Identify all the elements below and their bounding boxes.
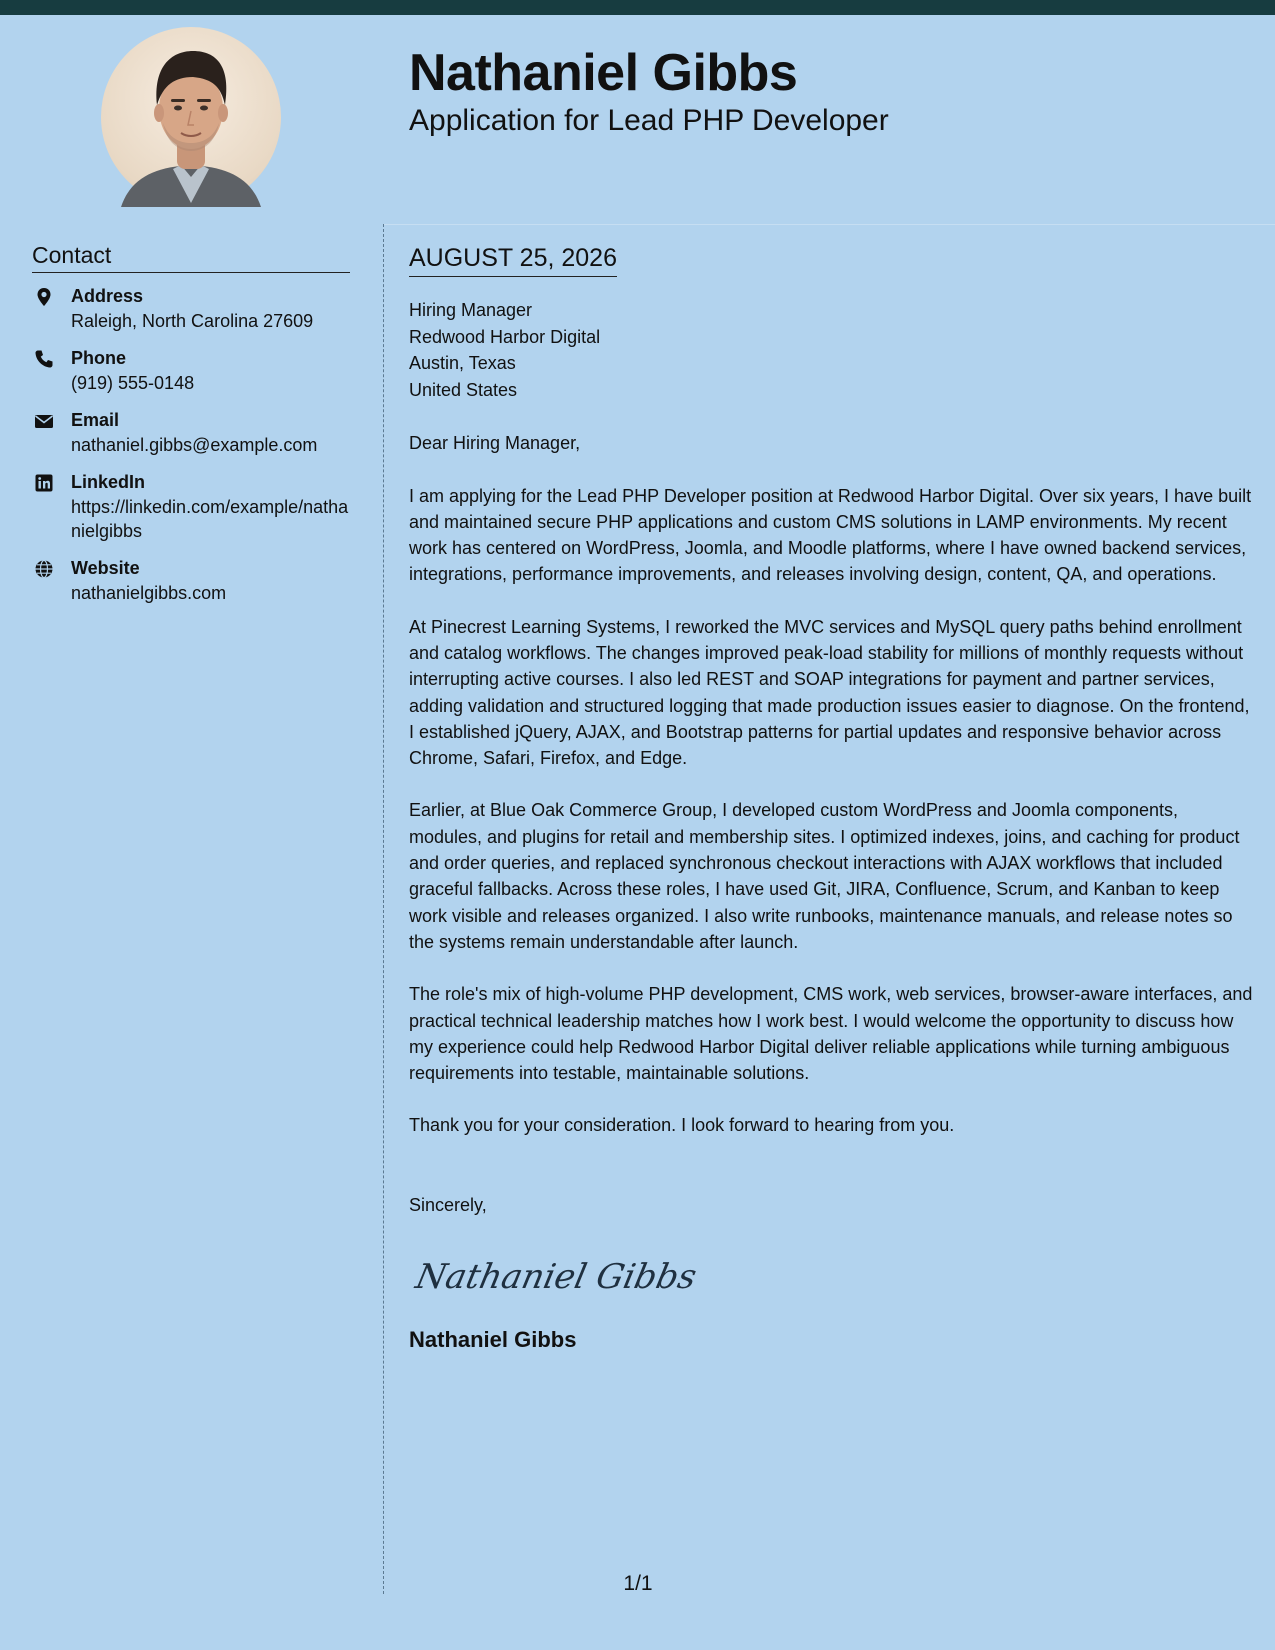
- contact-label: Email: [71, 410, 120, 430]
- closing: Sincerely,: [409, 1194, 487, 1215]
- contact-label: LinkedIn: [71, 472, 146, 492]
- body-paragraph: Earlier, at Blue Oak Commerce Group, I developed custom WordPress and Joomla components, modules, and plugins for retail and membership sites. I optimized indexes, joins, and caching for product and order queries, and replaced synchronous checkout interactions with AJAX workflows that included graceful fallbacks. Across these roles, I have used Git, JIRA, Confluence, Scrum, and Kanban to keep work visible and releases organized. I also write runbooks, maintenance manuals, and release notes so the systems remain understandable after launch.: [409, 800, 1240, 952]
- recipient-line: Redwood Harbor Digital: [409, 326, 601, 347]
- map-pin-icon: [34, 287, 54, 307]
- profile-photo: [101, 27, 281, 207]
- contact-label: Phone: [71, 348, 127, 368]
- recipient-block: [409, 297, 1253, 403]
- linkedin-icon: [34, 473, 54, 493]
- body-paragraph: At Pinecrest Learning Systems, I reworked the MVC services and MySQL query paths behind enrollment and catalog workflows. The changes improved peak-load stability for millions of monthly requests without interrupting active courses. I also led REST and SOAP integrations for payment and partner services, adding validation and structured logging that made production issues easier to diagnose. On the frontend, I established jQuery, AJAX, and Bootstrap patterns for partial updates and responsive behavior across Chrome, Safari, Firefox, and Edge.: [409, 616, 1250, 769]
- candidate-name: Nathaniel Gibbs: [409, 44, 798, 102]
- body-paragraph: The role's mix of high-volume PHP development, CMS work, web services, browser-aware interfaces, and practical technical leadership matches how I work best. I would welcome the opportunity to discuss how my experience could help Redwood Harbor Digital deliver reliable applications while turning ambiguous requirements into testable, maintainable solutions.: [409, 984, 1253, 1084]
- svg-text:Nathaniel Gibbs: Nathaniel Gibbs: [412, 1257, 700, 1297]
- top-bar: [0, 0, 1275, 15]
- contact-item-phone: [32, 346, 352, 395]
- contact-value: Raleigh, North Carolina 27609: [71, 311, 314, 331]
- application-subtitle: Application for Lead PHP Developer: [409, 104, 889, 137]
- letter-body: [409, 240, 1253, 1354]
- contact-label: Website: [71, 558, 140, 578]
- contact-value: nathaniel.gibbs@example.com: [71, 435, 318, 455]
- contact-list: [32, 284, 352, 618]
- column-divider: [383, 224, 384, 1594]
- contact-item-email: [32, 408, 352, 457]
- envelope-icon: [34, 411, 54, 431]
- contact-item-website: [32, 556, 352, 605]
- contact-item-address: [32, 284, 352, 333]
- signed-name: Nathaniel Gibbs: [409, 1326, 577, 1352]
- page-number: 1/1: [623, 1572, 653, 1595]
- body-paragraph: I am applying for the Lead PHP Developer position at Redwood Harbor Digital. Over six years, I have built and maintained secure PHP applications and custom CMS solutions in LAMP environments. My recent work has centered on WordPress, Joomla, and Moodle platforms, where I have owned backend services, integrations, performance improvements, and releases involving design, content, QA, and operations.: [409, 485, 1252, 585]
- contact-heading: Contact: [32, 240, 350, 273]
- header-divider: [383, 224, 1275, 225]
- contact-value[interactable]: nathanielgibbs.com: [71, 583, 227, 603]
- contact-label: Address: [71, 286, 144, 306]
- recipient-line: Hiring Manager: [409, 300, 533, 320]
- body-paragraph: Thank you for your consideration. I look forward to hearing from you.: [409, 1115, 955, 1136]
- phone-icon: [34, 349, 54, 369]
- contact-item-linkedin: [32, 470, 352, 543]
- contact-value[interactable]: https://linkedin.com/example/nathanielgibbs: [71, 497, 349, 541]
- globe-icon: [34, 559, 54, 579]
- letter-date: AUGUST 25, 2026: [409, 240, 617, 277]
- salutation: Dear Hiring Manager,: [409, 433, 581, 453]
- recipient-line: Austin, Texas: [409, 353, 516, 373]
- handwritten-signature: [409, 1246, 1253, 1306]
- recipient-line: United States: [409, 379, 518, 400]
- contact-value: (919) 555-0148: [71, 373, 195, 393]
